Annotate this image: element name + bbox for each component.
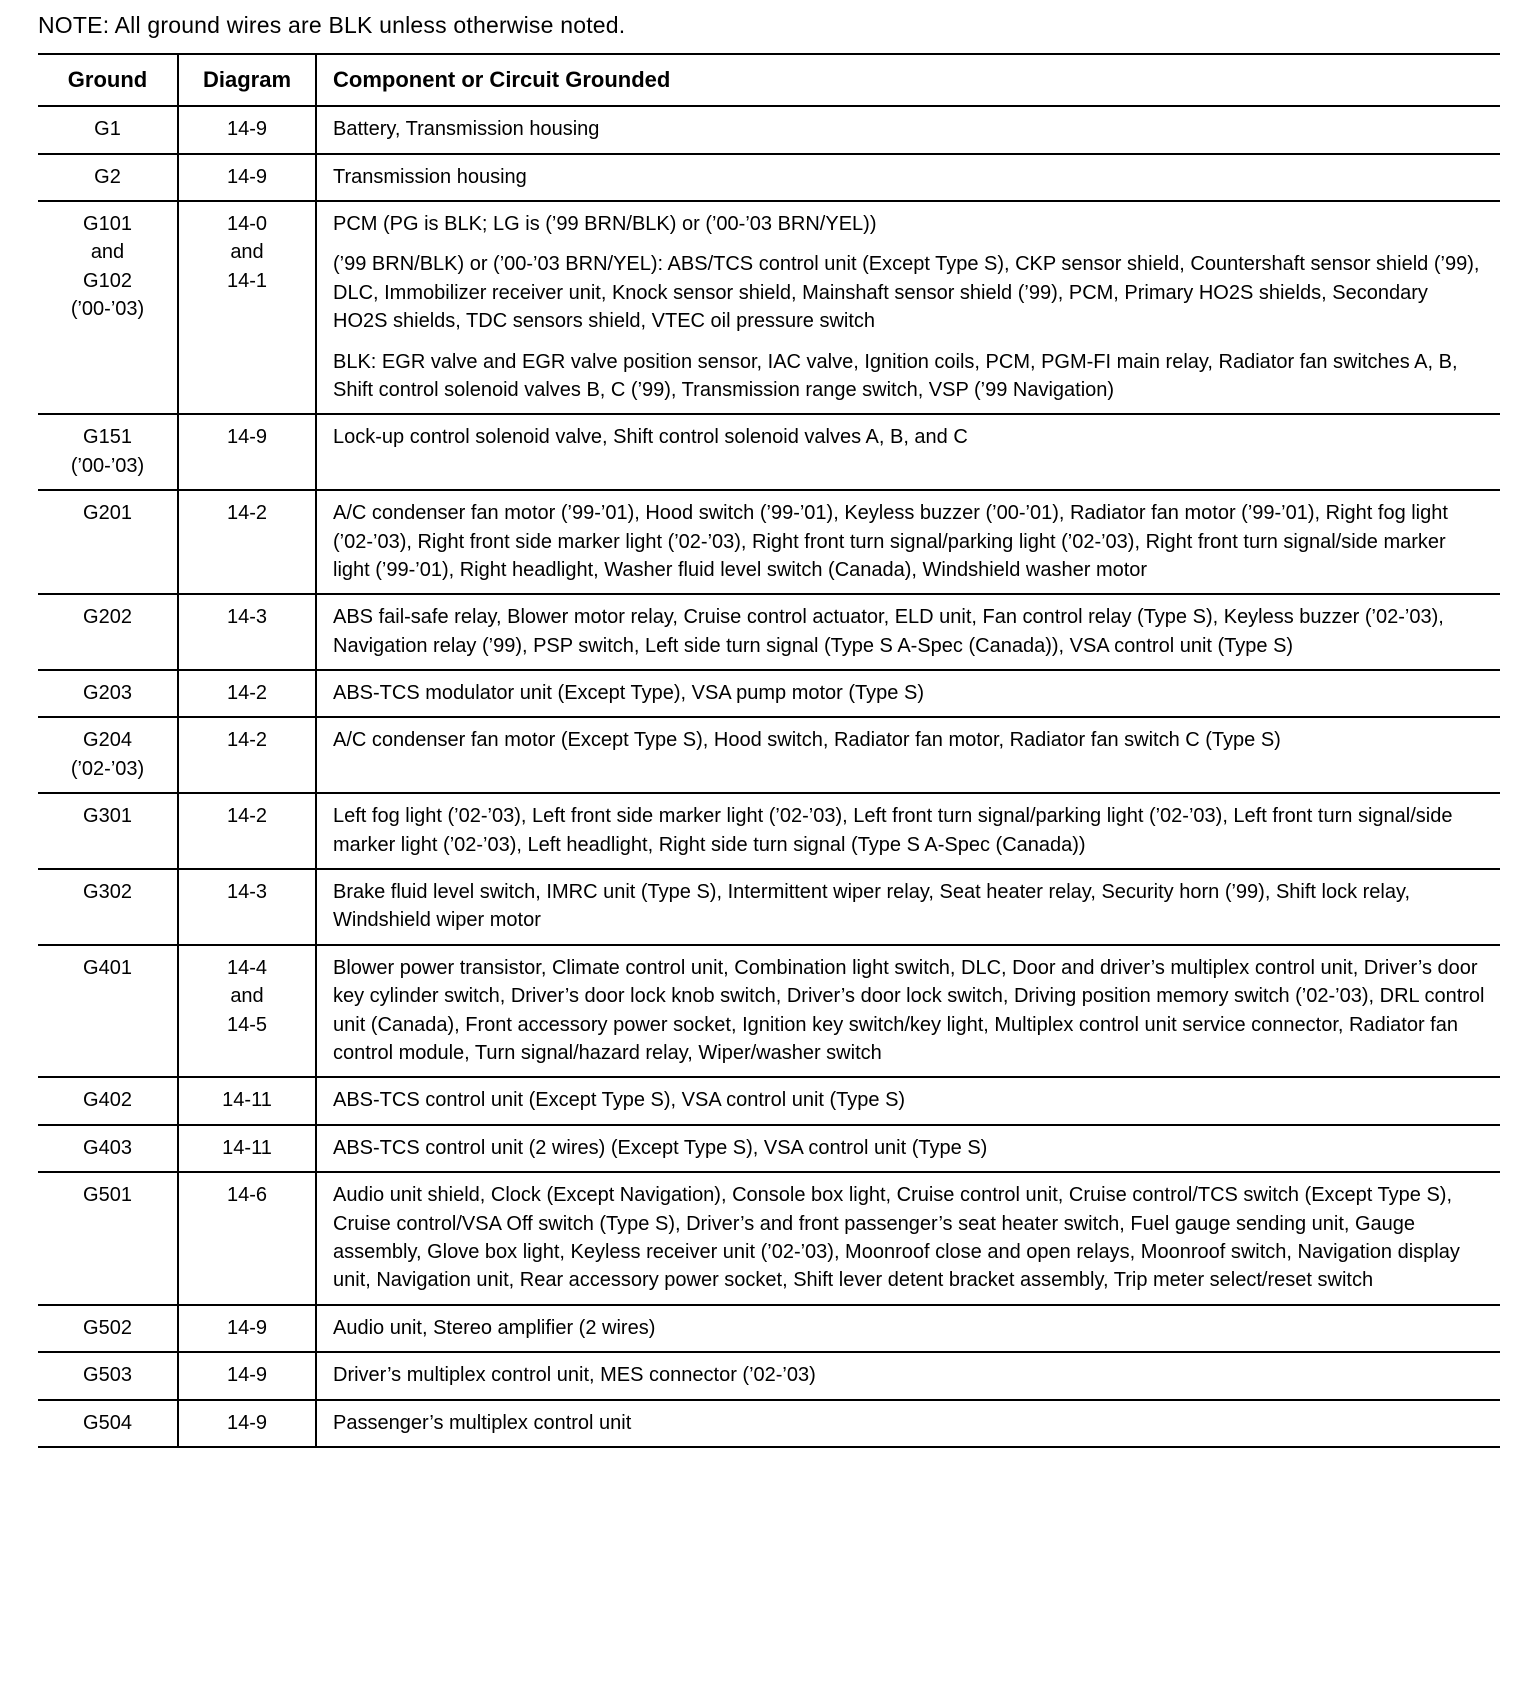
diagram-ref-line: 14-6 xyxy=(226,1184,268,1207)
diagram-ref-line: 14-2 xyxy=(226,682,268,705)
ground-id-line: (’00-’03) xyxy=(70,298,145,321)
component-paragraph: PCM (PG is BLK; LG is (’99 BRN/BLK) or (’00-’03 BRN/YEL)) xyxy=(333,213,877,236)
diagram-ref-cell xyxy=(178,793,316,869)
header-diagram: Diagram xyxy=(178,54,316,106)
diagram-ref-cell xyxy=(178,490,316,594)
component-paragraph: Driver’s multiplex control unit, MES connector (’02-’03) xyxy=(333,1364,816,1387)
table-row xyxy=(38,1172,1500,1305)
table-row xyxy=(38,670,1500,717)
component-cell xyxy=(316,717,1500,793)
table-row xyxy=(38,1400,1500,1447)
diagram-ref-line: 14-2 xyxy=(226,502,268,525)
ground-id-cell xyxy=(38,1305,178,1352)
diagram-ref-line: 14-5 xyxy=(226,1013,268,1036)
ground-id-line: G151 xyxy=(83,426,132,449)
diagram-ref-line: 14-9 xyxy=(226,118,268,141)
diagram-ref-cell xyxy=(178,1305,316,1352)
diagram-ref-line: and xyxy=(230,241,264,264)
header-ground: Ground xyxy=(67,67,148,92)
diagram-ref-line: 14-9 xyxy=(226,426,268,449)
ground-id-cell xyxy=(38,945,178,1078)
diagram-ref-cell xyxy=(178,594,316,670)
component-cell xyxy=(316,1305,1500,1352)
component-paragraph: BLK: EGR valve and EGR valve position sensor, IAC valve, Ignition coils, PCM, PGM-FI main relay, Radiator fan switches A, B, Shift control solenoid valves B, C (’99), Transmission range switch, VSP (’99 Navigation) xyxy=(333,350,1458,401)
component-cell xyxy=(316,414,1500,490)
ground-id-line: G502 xyxy=(83,1316,132,1339)
diagram-ref-cell xyxy=(178,670,316,717)
component-cell xyxy=(316,1125,1500,1172)
ground-id-line: G1 xyxy=(94,118,121,141)
header-component: Component or Circuit Grounded xyxy=(316,54,1500,106)
diagram-ref-line: and xyxy=(230,985,264,1008)
component-cell xyxy=(316,793,1500,869)
component-paragraph: Battery, Transmission housing xyxy=(333,118,600,141)
diagram-ref-cell xyxy=(178,154,316,201)
table-row xyxy=(38,490,1500,594)
component-cell xyxy=(316,670,1500,717)
ground-id-line: G402 xyxy=(83,1089,132,1112)
table-row xyxy=(38,793,1500,869)
ground-id-line: (’02-’03) xyxy=(70,757,145,780)
diagram-ref-cell xyxy=(178,1172,316,1305)
ground-id-line: G301 xyxy=(83,805,132,828)
table-row xyxy=(38,1077,1500,1124)
diagram-ref-cell xyxy=(178,945,316,1078)
ground-id-line: G101 xyxy=(83,213,132,236)
ground-id-cell xyxy=(38,1400,178,1447)
table-row xyxy=(38,869,1500,945)
component-paragraph: Left fog light (’02-’03), Left front side marker light (’02-’03), Left front turn signal/parking light (’02-’03), Left front turn signal/side marker light (’02-’03), Left headlight, Right side turn signal (Type S A-Spec (Canada)) xyxy=(333,805,1453,856)
ground-id-cell xyxy=(38,670,178,717)
diagram-ref-line: 14-3 xyxy=(226,881,268,904)
ground-id-cell xyxy=(38,869,178,945)
component-paragraph: Blower power transistor, Climate control unit, Combination light switch, DLC, Door and driver’s multiplex control unit, Driver’s door key cylinder switch, Driver’s door lock knob switch, Driver’s door lock switch, Driving position memory switch (’02-’03), DRL control unit (Canada), Front accessory power socket, Ignition key switch/key light, Multiplex control unit service connector, Radiator fan control module, Turn signal/hazard relay, Wiper/washer switch xyxy=(333,956,1485,1064)
table-row xyxy=(38,106,1500,153)
table-row xyxy=(38,594,1500,670)
ground-id-cell xyxy=(38,1352,178,1399)
table-row xyxy=(38,717,1500,793)
diagram-ref-line: 14-9 xyxy=(226,1411,268,1434)
ground-id-cell xyxy=(38,594,178,670)
component-paragraph: A/C condenser fan motor (’99-’01), Hood switch (’99-’01), Keyless buzzer (’00-’01), Radiator fan motor (’99-’01), Right fog light (’02-’03), Right front side marker light (’02-’03), Right front turn signal/parking light (’02-’03), Right front turn signal/side marker light (’99-’01), Right headlight, Washer fluid level switch (Canada), Windshield washer motor xyxy=(333,502,1448,581)
ground-id-line: G302 xyxy=(83,881,132,904)
table-row xyxy=(38,1125,1500,1172)
ground-table-body xyxy=(38,106,1500,1447)
component-cell xyxy=(316,1172,1500,1305)
diagram-ref-cell xyxy=(178,869,316,945)
diagram-ref-cell xyxy=(178,1125,316,1172)
table-header-row xyxy=(38,54,1500,106)
ground-id-line: G2 xyxy=(94,165,121,188)
ground-distribution-table xyxy=(38,53,1500,1448)
ground-id-line: G102 xyxy=(83,269,132,292)
diagram-ref-line: 14-4 xyxy=(226,956,268,979)
table-row xyxy=(38,414,1500,490)
ground-id-line: G204 xyxy=(83,729,132,752)
ground-id-cell xyxy=(38,201,178,414)
diagram-ref-line: 14-11 xyxy=(222,1136,272,1159)
component-cell xyxy=(316,1400,1500,1447)
ground-note: NOTE: All ground wires are BLK unless otherwise noted. xyxy=(38,12,626,38)
ground-id-cell xyxy=(38,490,178,594)
diagram-ref-line: 14-0 xyxy=(226,213,268,236)
ground-id-line: G401 xyxy=(83,956,132,979)
table-row xyxy=(38,1352,1500,1399)
component-cell xyxy=(316,201,1500,414)
diagram-ref-line: 14-11 xyxy=(222,1089,272,1112)
component-paragraph: Audio unit, Stereo amplifier (2 wires) xyxy=(333,1316,656,1339)
table-row xyxy=(38,1305,1500,1352)
component-cell xyxy=(316,869,1500,945)
diagram-ref-line: 14-2 xyxy=(226,805,268,828)
component-paragraph: (’99 BRN/BLK) or (’00-’03 BRN/YEL): ABS/TCS control unit (Except Type S), CKP sensor shield, Countershaft sensor shield (’99), DLC, Immobilizer receiver unit, Knock sensor shield, Mainshaft sensor shield (’99), PCM, Primary HO2S shields, Secondary HO2S shields, TDC sensors shield, VTEC oil pressure switch xyxy=(333,253,1480,333)
diagram-ref-line: 14-3 xyxy=(226,606,268,629)
diagram-ref-line: 14-9 xyxy=(226,1316,268,1339)
component-cell xyxy=(316,154,1500,201)
component-cell xyxy=(316,1352,1500,1399)
component-paragraph: Lock-up control solenoid valve, Shift control solenoid valves A, B, and C xyxy=(333,426,968,449)
ground-id-cell xyxy=(38,106,178,153)
ground-id-cell xyxy=(38,717,178,793)
component-cell xyxy=(316,106,1500,153)
ground-id-line: G203 xyxy=(83,682,132,705)
component-paragraph: Passenger’s multiplex control unit xyxy=(333,1411,632,1434)
component-paragraph: ABS-TCS control unit (Except Type S), VSA control unit (Type S) xyxy=(333,1089,906,1112)
component-paragraph: ABS fail-safe relay, Blower motor relay, Cruise control actuator, ELD unit, Fan control relay (Type S), Keyless buzzer (’02-’03), Navigation relay (’99), PSP switch, Left side turn signal (Type S A-Spec (Canada)), VSA control unit (Type S) xyxy=(333,606,1444,657)
diagram-ref-line: 14-1 xyxy=(226,269,268,292)
ground-id-line: G504 xyxy=(83,1411,132,1434)
ground-id-cell xyxy=(38,1172,178,1305)
table-row xyxy=(38,945,1500,1078)
diagram-ref-cell xyxy=(178,1077,316,1124)
ground-id-cell xyxy=(38,1125,178,1172)
ground-id-line: (’00-’03) xyxy=(70,454,145,477)
diagram-ref-cell xyxy=(178,201,316,414)
component-paragraph: Brake fluid level switch, IMRC unit (Type S), Intermittent wiper relay, Seat heater relay, Security horn (’99), Shift lock relay, Windshield wiper motor xyxy=(333,881,1411,932)
component-paragraph: Transmission housing xyxy=(333,165,527,188)
ground-id-cell xyxy=(38,793,178,869)
component-cell xyxy=(316,1077,1500,1124)
table-row xyxy=(38,201,1500,414)
diagram-ref-line: 14-2 xyxy=(226,729,268,752)
ground-id-line: and xyxy=(90,241,125,264)
table-row xyxy=(38,154,1500,201)
diagram-ref-cell xyxy=(178,1400,316,1447)
ground-id-line: G202 xyxy=(83,606,132,629)
diagram-ref-cell xyxy=(178,1352,316,1399)
diagram-ref-cell xyxy=(178,414,316,490)
diagram-ref-line: 14-9 xyxy=(226,1364,268,1387)
component-cell xyxy=(316,594,1500,670)
ground-id-line: G201 xyxy=(83,502,132,525)
component-paragraph: Audio unit shield, Clock (Except Navigation), Console box light, Cruise control unit, Cruise control/TCS switch (Except Type S), Cruise control/VSA Off switch (Type S), Driver’s and front passenger’s seat heater switch, Fuel gauge sending unit, Gauge assembly, Glove box light, Keyless receiver unit (’02-’03), Moonroof close and open relays, Moonroof switch, Navigation display unit, Navigation unit, Rear accessory power socket, Shift lever detent bracket assembly, Trip meter select/reset switch xyxy=(333,1184,1460,1292)
component-paragraph: A/C condenser fan motor (Except Type S), Hood switch, Radiator fan motor, Radiator fan switch C (Type S) xyxy=(333,729,1281,752)
ground-id-line: G503 xyxy=(83,1364,132,1387)
diagram-ref-cell xyxy=(178,717,316,793)
ground-id-line: G403 xyxy=(83,1136,132,1159)
ground-id-line: G501 xyxy=(83,1184,132,1207)
ground-id-cell xyxy=(38,1077,178,1124)
ground-id-cell xyxy=(38,414,178,490)
component-cell xyxy=(316,490,1500,594)
component-paragraph: ABS-TCS modulator unit (Except Type), VSA pump motor (Type S) xyxy=(333,682,924,705)
component-paragraph: ABS-TCS control unit (2 wires) (Except Type S), VSA control unit (Type S) xyxy=(333,1136,988,1159)
diagram-ref-line: 14-9 xyxy=(226,165,268,188)
component-cell xyxy=(316,945,1500,1078)
ground-id-cell xyxy=(38,154,178,201)
diagram-ref-cell xyxy=(178,106,316,153)
